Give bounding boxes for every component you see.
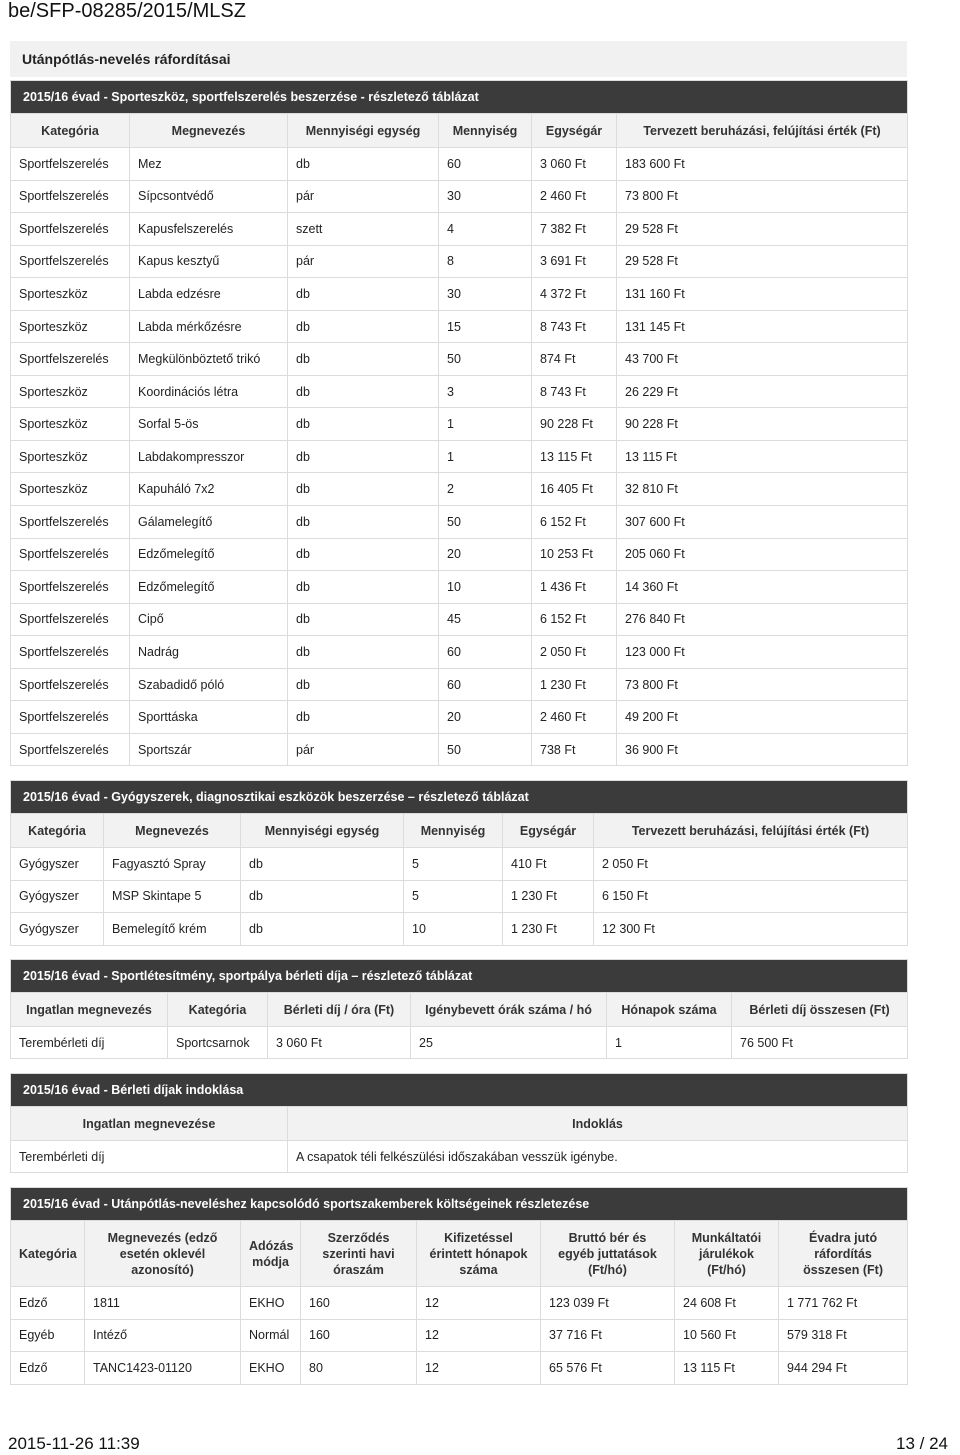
table-cell: 13 115 Ft bbox=[675, 1352, 779, 1385]
table-cell: 16 405 Ft bbox=[532, 473, 617, 506]
table-cell: 29 528 Ft bbox=[617, 245, 908, 278]
table-cell: 1 bbox=[439, 440, 532, 473]
table-cell: db bbox=[288, 538, 439, 571]
column-header: Mennyiségi egység bbox=[288, 114, 439, 148]
table-cell: Nadrág bbox=[130, 636, 288, 669]
table-row bbox=[11, 343, 908, 376]
column-header: Bruttó bér és egyéb juttatások (Ft/hó) bbox=[541, 1221, 675, 1287]
table-cell: 12 bbox=[417, 1319, 541, 1352]
table-cell: 15 bbox=[439, 310, 532, 343]
table-cell: 49 200 Ft bbox=[617, 701, 908, 734]
table-cell: 1 230 Ft bbox=[503, 880, 594, 913]
table-row bbox=[11, 408, 908, 441]
table-cell: db bbox=[288, 473, 439, 506]
table-cell: 14 360 Ft bbox=[617, 571, 908, 604]
table-cell: Sportfelszerelés bbox=[11, 668, 130, 701]
staff-costs-table bbox=[10, 1187, 908, 1385]
table-cell: 205 060 Ft bbox=[617, 538, 908, 571]
table-cell: Sporteszköz bbox=[11, 278, 130, 311]
column-header: Megnevezés bbox=[130, 114, 288, 148]
footer-datetime: 2015-11-26 11:39 bbox=[8, 1434, 140, 1453]
column-header: Tervezett beruházási, felújítási érték (Ft) bbox=[594, 814, 908, 848]
table-cell: Sportfelszerelés bbox=[11, 245, 130, 278]
table-cell: 276 840 Ft bbox=[617, 603, 908, 636]
table-cell: 874 Ft bbox=[532, 343, 617, 376]
table-cell: 65 576 Ft bbox=[541, 1352, 675, 1385]
table-cell: EKHO bbox=[241, 1352, 301, 1385]
table-cell: 579 318 Ft bbox=[779, 1319, 908, 1352]
table-cell: 2 050 Ft bbox=[594, 848, 908, 881]
column-header: Munkáltatói járulékok (Ft/hó) bbox=[675, 1221, 779, 1287]
column-header: Ingatlan megnevezése bbox=[11, 1107, 288, 1141]
table-cell: 73 800 Ft bbox=[617, 668, 908, 701]
table-cell: db bbox=[288, 440, 439, 473]
table-cell: db bbox=[288, 148, 439, 181]
table-cell: Fagyasztó Spray bbox=[104, 848, 241, 881]
table-cell: 1 771 762 Ft bbox=[779, 1287, 908, 1320]
table-row bbox=[11, 506, 908, 539]
table-cell: Labda edzésre bbox=[130, 278, 288, 311]
table-cell: Sportfelszerelés bbox=[11, 571, 130, 604]
table-cell: Mez bbox=[130, 148, 288, 181]
table-cell: 1 230 Ft bbox=[503, 913, 594, 946]
table-cell: 3 060 Ft bbox=[532, 148, 617, 181]
column-header: Hónapok száma bbox=[607, 993, 732, 1027]
table-cell: 1 bbox=[607, 1027, 732, 1059]
table-cell: 5 bbox=[404, 848, 503, 881]
column-header: Szerződés szerinti havi óraszám bbox=[301, 1221, 417, 1287]
table-row bbox=[11, 1141, 908, 1173]
table-cell: szett bbox=[288, 213, 439, 246]
table-cell: Edző bbox=[11, 1352, 85, 1385]
table-cell: Sportfelszerelés bbox=[11, 603, 130, 636]
table-cell: 2 bbox=[439, 473, 532, 506]
table-row bbox=[11, 148, 908, 181]
table-cell: 410 Ft bbox=[503, 848, 594, 881]
table-cell: Egyéb bbox=[11, 1319, 85, 1352]
table-cell: Gyógyszer bbox=[11, 880, 104, 913]
table-cell: Sportfelszerelés bbox=[11, 506, 130, 539]
table-cell: TANC1423-01120 bbox=[85, 1352, 241, 1385]
table-row bbox=[11, 310, 908, 343]
table-cell: 36 900 Ft bbox=[617, 733, 908, 766]
table-row bbox=[11, 848, 908, 881]
table-row bbox=[11, 1027, 908, 1059]
column-header: Kategória bbox=[11, 1221, 85, 1287]
table-cell: Sorfal 5-ös bbox=[130, 408, 288, 441]
table-cell: 43 700 Ft bbox=[617, 343, 908, 376]
table-row bbox=[11, 440, 908, 473]
table-cell: Sportcsarnok bbox=[168, 1027, 268, 1059]
table-cell: 8 bbox=[439, 245, 532, 278]
table-cell: 1 230 Ft bbox=[532, 668, 617, 701]
table-cell: Gyógyszer bbox=[11, 913, 104, 946]
table-cell: 10 253 Ft bbox=[532, 538, 617, 571]
table-cell: 50 bbox=[439, 506, 532, 539]
table-cell: 2 460 Ft bbox=[532, 180, 617, 213]
table-cell: 738 Ft bbox=[532, 733, 617, 766]
table-cell: Sportfelszerelés bbox=[11, 180, 130, 213]
table-cell: 20 bbox=[439, 538, 532, 571]
table-cell: 160 bbox=[301, 1319, 417, 1352]
table-cell: Edző bbox=[11, 1287, 85, 1320]
equipment-table bbox=[10, 80, 908, 766]
table-row bbox=[11, 278, 908, 311]
table-cell: pár bbox=[288, 180, 439, 213]
table-cell: 12 300 Ft bbox=[594, 913, 908, 946]
table-cell: Normál bbox=[241, 1319, 301, 1352]
table-cell: Kapusfelszerelés bbox=[130, 213, 288, 246]
table-cell: 60 bbox=[439, 668, 532, 701]
table-cell: 944 294 Ft bbox=[779, 1352, 908, 1385]
table-cell: Edzőmelegítő bbox=[130, 571, 288, 604]
table-cell: 76 500 Ft bbox=[732, 1027, 908, 1059]
table-cell: 10 bbox=[404, 913, 503, 946]
table-row bbox=[11, 668, 908, 701]
table-cell: 50 bbox=[439, 733, 532, 766]
table-cell: db bbox=[288, 571, 439, 604]
table-cell: Megkülönböztető trikó bbox=[130, 343, 288, 376]
table-cell: Sporteszköz bbox=[11, 440, 130, 473]
table-row bbox=[11, 180, 908, 213]
table-cell: 1 436 Ft bbox=[532, 571, 617, 604]
table-row bbox=[11, 913, 908, 946]
table-cell: 73 800 Ft bbox=[617, 180, 908, 213]
table-cell: 160 bbox=[301, 1287, 417, 1320]
table-cell: 1 bbox=[439, 408, 532, 441]
column-header: Mennyiség bbox=[404, 814, 503, 848]
column-header: Megnevezés bbox=[104, 814, 241, 848]
table-cell: Labdakompresszor bbox=[130, 440, 288, 473]
table-cell: 37 716 Ft bbox=[541, 1319, 675, 1352]
table-cell: Sportfelszerelés bbox=[11, 733, 130, 766]
table-cell: Sporteszköz bbox=[11, 310, 130, 343]
table-cell: 131 160 Ft bbox=[617, 278, 908, 311]
table-cell: db bbox=[288, 343, 439, 376]
table-cell: Sporteszköz bbox=[11, 375, 130, 408]
table-row bbox=[11, 473, 908, 506]
table-cell: db bbox=[241, 848, 404, 881]
table-cell: db bbox=[241, 913, 404, 946]
table-cell: Gálamelegítő bbox=[130, 506, 288, 539]
column-header: Bérleti díj / óra (Ft) bbox=[268, 993, 411, 1027]
table-cell: 8 743 Ft bbox=[532, 310, 617, 343]
table-row bbox=[11, 1319, 908, 1352]
table-cell: 45 bbox=[439, 603, 532, 636]
table-cell: 2 460 Ft bbox=[532, 701, 617, 734]
table-cell: 25 bbox=[411, 1027, 607, 1059]
column-header: Bérleti díj összesen (Ft) bbox=[732, 993, 908, 1027]
table-cell: Sípcsontvédő bbox=[130, 180, 288, 213]
column-header: Egységár bbox=[503, 814, 594, 848]
table-cell: db bbox=[288, 278, 439, 311]
table-cell: db bbox=[288, 408, 439, 441]
column-header: Kategória bbox=[168, 993, 268, 1027]
table-cell: db bbox=[288, 701, 439, 734]
column-header: Indoklás bbox=[288, 1107, 908, 1141]
medicine-table bbox=[10, 780, 908, 946]
table-cell: 12 bbox=[417, 1352, 541, 1385]
column-header: Kategória bbox=[11, 114, 130, 148]
column-header: Megnevezés (edző esetén oklevél azonosító) bbox=[85, 1221, 241, 1287]
table-cell: db bbox=[288, 603, 439, 636]
column-header: Adózás módja bbox=[241, 1221, 301, 1287]
table-cell: 3 060 Ft bbox=[268, 1027, 411, 1059]
table-cell: 1811 bbox=[85, 1287, 241, 1320]
footer-page-number: 13 / 24 bbox=[896, 1434, 948, 1453]
table-cell: Kapus kesztyű bbox=[130, 245, 288, 278]
table-cell: 50 bbox=[439, 343, 532, 376]
table-cell: db bbox=[288, 310, 439, 343]
table-row bbox=[11, 880, 908, 913]
table-cell: 60 bbox=[439, 636, 532, 669]
table-cell: Sportfelszerelés bbox=[11, 343, 130, 376]
table-cell: Intéző bbox=[85, 1319, 241, 1352]
table-cell: Sporteszköz bbox=[11, 408, 130, 441]
column-header: Igénybevett órák száma / hó bbox=[411, 993, 607, 1027]
table-row bbox=[11, 571, 908, 604]
table-cell: Labda mérkőzésre bbox=[130, 310, 288, 343]
table-cell: A csapatok téli felkészülési időszakában vesszük igénybe. bbox=[288, 1141, 908, 1173]
table-cell: Sportfelszerelés bbox=[11, 538, 130, 571]
table-cell: 12 bbox=[417, 1287, 541, 1320]
table-cell: db bbox=[288, 636, 439, 669]
table-cell: 90 228 Ft bbox=[532, 408, 617, 441]
table-cell: 8 743 Ft bbox=[532, 375, 617, 408]
table-cell: Szabadidő póló bbox=[130, 668, 288, 701]
table-cell: 3 bbox=[439, 375, 532, 408]
table-cell: 307 600 Ft bbox=[617, 506, 908, 539]
table-cell: Kapuháló 7x2 bbox=[130, 473, 288, 506]
table-cell: 80 bbox=[301, 1352, 417, 1385]
table-cell: Terembérleti díj bbox=[11, 1141, 288, 1173]
table-cell: 131 145 Ft bbox=[617, 310, 908, 343]
table-cell: 10 bbox=[439, 571, 532, 604]
table-cell: 4 bbox=[439, 213, 532, 246]
table-title: 2015/16 évad - Bérleti díjak indoklása bbox=[11, 1074, 908, 1107]
table-cell: 24 608 Ft bbox=[675, 1287, 779, 1320]
rent-justification-table bbox=[10, 1073, 908, 1173]
facility-rent-table bbox=[10, 959, 908, 1059]
table-row bbox=[11, 603, 908, 636]
table-cell: 6 152 Ft bbox=[532, 603, 617, 636]
table-cell: 3 691 Ft bbox=[532, 245, 617, 278]
table-row bbox=[11, 733, 908, 766]
table-cell: 30 bbox=[439, 180, 532, 213]
table-title: 2015/16 évad - Sportlétesítmény, sportpálya bérleti díja – részletező táblázat bbox=[11, 960, 908, 993]
table-row bbox=[11, 213, 908, 246]
column-header: Kifizetéssel érintett hónapok száma bbox=[417, 1221, 541, 1287]
column-header: Ingatlan megnevezés bbox=[11, 993, 168, 1027]
table-cell: 32 810 Ft bbox=[617, 473, 908, 506]
column-header: Évadra jutó ráfordítás összesen (Ft) bbox=[779, 1221, 908, 1287]
table-row bbox=[11, 1287, 908, 1320]
table-cell: db bbox=[288, 506, 439, 539]
column-header: Mennyiség bbox=[439, 114, 532, 148]
table-cell: 26 229 Ft bbox=[617, 375, 908, 408]
table-cell: 6 150 Ft bbox=[594, 880, 908, 913]
table-cell: 10 560 Ft bbox=[675, 1319, 779, 1352]
table-title: 2015/16 évad - Sporteszköz, sportfelszerelés beszerzése - részletező táblázat bbox=[11, 81, 908, 114]
table-cell: Bemelegítő krém bbox=[104, 913, 241, 946]
table-cell: 123 000 Ft bbox=[617, 636, 908, 669]
table-cell: Koordinációs létra bbox=[130, 375, 288, 408]
table-cell: 7 382 Ft bbox=[532, 213, 617, 246]
table-cell: Sportszár bbox=[130, 733, 288, 766]
table-cell: 13 115 Ft bbox=[532, 440, 617, 473]
table-cell: Sportfelszerelés bbox=[11, 213, 130, 246]
table-cell: 20 bbox=[439, 701, 532, 734]
table-row bbox=[11, 701, 908, 734]
table-cell: Sportfelszerelés bbox=[11, 701, 130, 734]
table-cell: Sporteszköz bbox=[11, 473, 130, 506]
table-row bbox=[11, 538, 908, 571]
table-row bbox=[11, 245, 908, 278]
table-cell: 13 115 Ft bbox=[617, 440, 908, 473]
table-cell: MSP Skintape 5 bbox=[104, 880, 241, 913]
table-cell: Sportfelszerelés bbox=[11, 148, 130, 181]
column-header: Egységár bbox=[532, 114, 617, 148]
table-title: 2015/16 évad - Gyógyszerek, diagnosztikai eszközök beszerzése – részletező táblázat bbox=[11, 781, 908, 814]
table-row bbox=[11, 1352, 908, 1385]
table-cell: db bbox=[288, 668, 439, 701]
table-cell: db bbox=[288, 375, 439, 408]
table-row bbox=[11, 375, 908, 408]
section-title: Utánpótlás-nevelés ráfordításai bbox=[10, 41, 907, 77]
table-cell: 4 372 Ft bbox=[532, 278, 617, 311]
table-cell: pár bbox=[288, 733, 439, 766]
table-cell: 60 bbox=[439, 148, 532, 181]
document-reference: be/SFP-08285/2015/MLSZ bbox=[8, 0, 246, 22]
table-cell: pár bbox=[288, 245, 439, 278]
table-cell: 29 528 Ft bbox=[617, 213, 908, 246]
table-cell: Sportfelszerelés bbox=[11, 636, 130, 669]
column-header: Mennyiségi egység bbox=[241, 814, 404, 848]
column-header: Tervezett beruházási, felújítási érték (Ft) bbox=[617, 114, 908, 148]
table-cell: 123 039 Ft bbox=[541, 1287, 675, 1320]
table-cell: Gyógyszer bbox=[11, 848, 104, 881]
table-cell: 6 152 Ft bbox=[532, 506, 617, 539]
table-cell: 5 bbox=[404, 880, 503, 913]
table-title: 2015/16 évad - Utánpótlás-neveléshez kapcsolódó sportszakemberek költségeinek részletezése bbox=[11, 1188, 908, 1221]
table-cell: 30 bbox=[439, 278, 532, 311]
table-cell: db bbox=[241, 880, 404, 913]
table-cell: Edzőmelegítő bbox=[130, 538, 288, 571]
table-cell: Cipő bbox=[130, 603, 288, 636]
table-cell: Sporttáska bbox=[130, 701, 288, 734]
table-cell: EKHO bbox=[241, 1287, 301, 1320]
table-cell: 90 228 Ft bbox=[617, 408, 908, 441]
table-cell: 2 050 Ft bbox=[532, 636, 617, 669]
table-cell: Terembérleti díj bbox=[11, 1027, 168, 1059]
column-header: Kategória bbox=[11, 814, 104, 848]
table-cell: 183 600 Ft bbox=[617, 148, 908, 181]
table-row bbox=[11, 636, 908, 669]
